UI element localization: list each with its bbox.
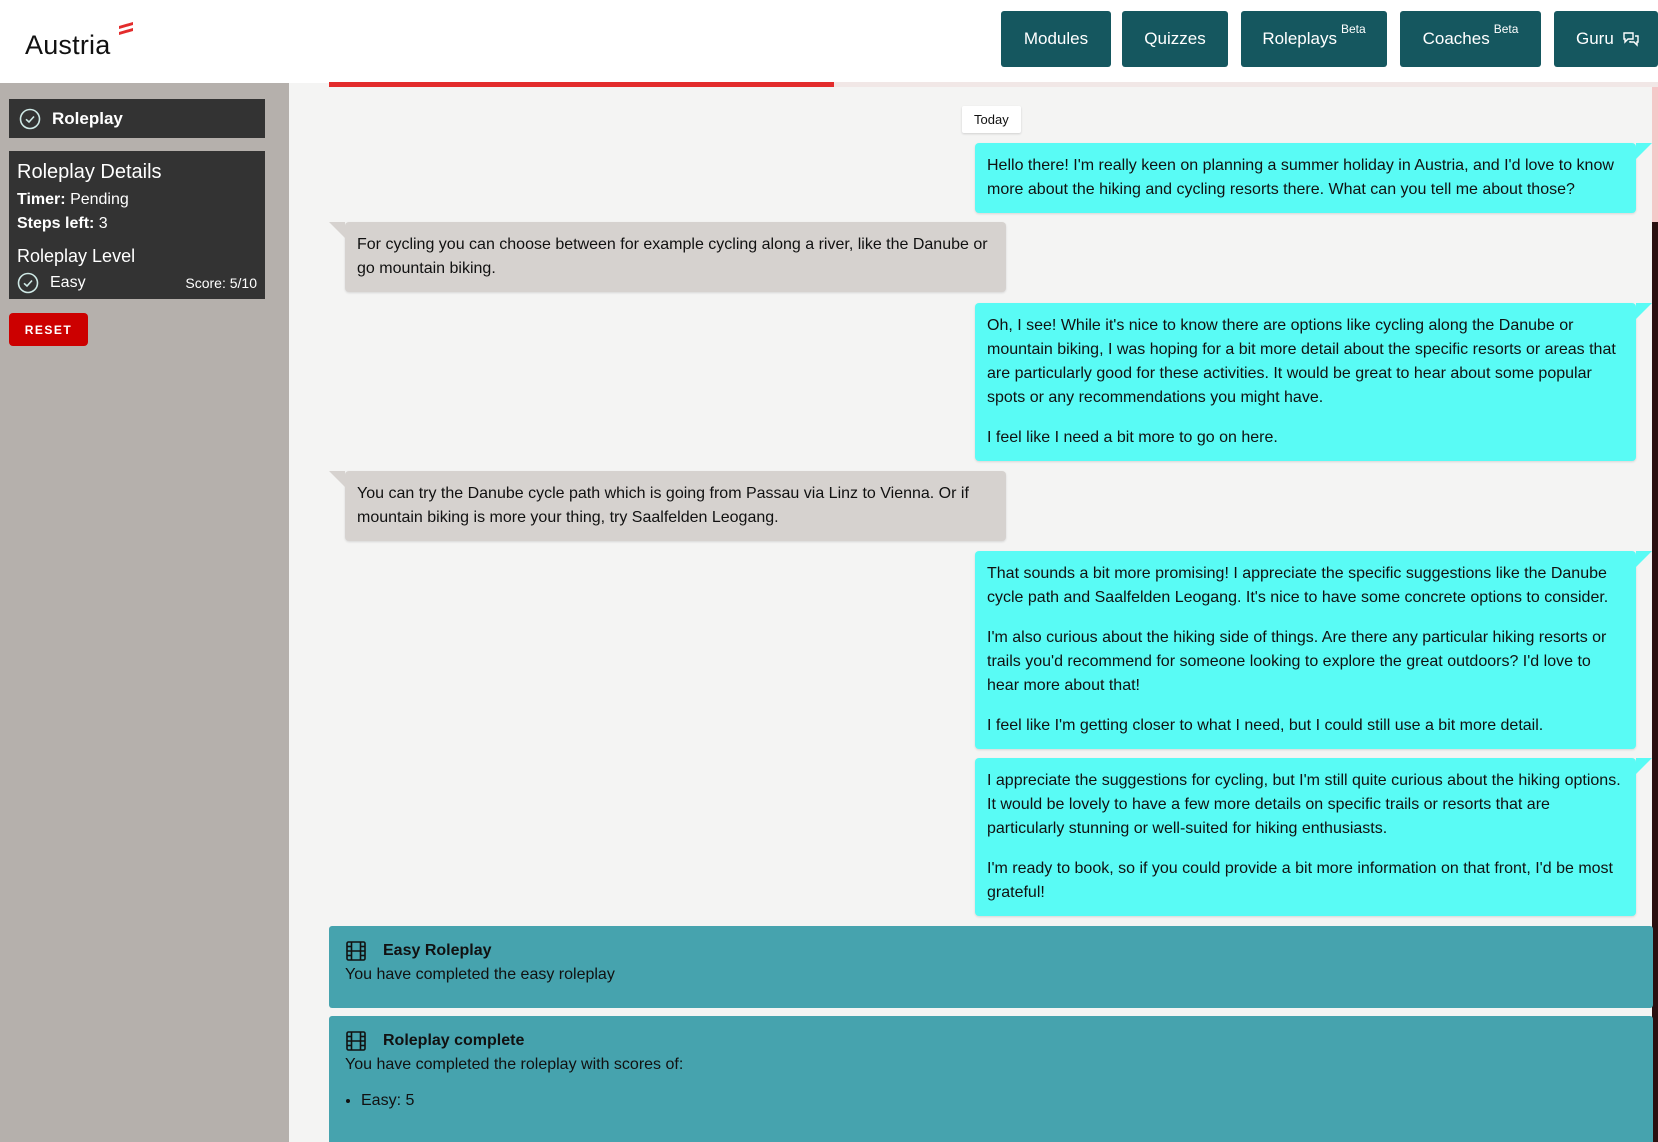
nav-roleplays-label: Roleplays xyxy=(1262,29,1337,48)
nav-guru-button[interactable] xyxy=(1554,11,1658,67)
film-icon xyxy=(345,1030,367,1052)
details-title: Roleplay Details xyxy=(17,161,162,183)
message-text: I feel like I'm getting closer to what I need, but I could still use a bit more detail. xyxy=(987,717,1544,734)
roleplay-details-panel xyxy=(9,151,265,299)
roleplay-complete-notice xyxy=(329,1016,1653,1142)
nav-quizzes-label: Quizzes xyxy=(1144,29,1206,48)
steps-value: 3 xyxy=(98,215,108,232)
notice-text: You have completed the roleplay with scores of: xyxy=(345,1056,684,1073)
steps-row xyxy=(17,212,257,236)
timer-value: Pending xyxy=(70,191,129,208)
sidebar-item-roleplay[interactable] xyxy=(9,99,265,138)
notice-title-text: Roleplay complete xyxy=(383,1032,525,1049)
top-header xyxy=(0,0,1658,83)
sidebar xyxy=(0,83,289,1142)
user-message xyxy=(975,758,1636,916)
score-list xyxy=(345,1092,1637,1110)
score-list-item: • Easy: 5 xyxy=(361,1092,1637,1110)
easy-roleplay-notice xyxy=(329,926,1653,1008)
check-circle-icon xyxy=(19,108,41,130)
notice-title xyxy=(345,940,1637,962)
message-text: I'm ready to book, so if you could provide a bit more information on that front, I'd be most grateful! xyxy=(987,860,1613,901)
notice-title xyxy=(345,1030,1637,1052)
nav-roleplays-button[interactable] xyxy=(1241,11,1387,67)
message-text: Hello there! I'm really keen on planning a summer holiday in Austria, and I'd love to know more about the hiking and cycling resorts there. What can you tell me about those? xyxy=(987,157,1614,198)
austria-logo[interactable] xyxy=(25,22,135,62)
score-text: Score: 5/10 xyxy=(185,275,257,291)
logo-text: Austria xyxy=(25,30,111,60)
notice-text: You have completed the easy roleplay xyxy=(345,966,615,983)
notice-title-text: Easy Roleplay xyxy=(383,942,492,959)
nav-coaches-label: Coaches xyxy=(1422,29,1490,48)
message-text: I'm also curious about the hiking side of things. Are there any particular hiking resorts or trails you'd recommend for someone looking to explore the great outdoors? I'd love to hear more about that! xyxy=(987,629,1607,694)
nav-quizzes-button[interactable] xyxy=(1122,11,1228,67)
check-circle-icon xyxy=(17,272,39,294)
chat-bubbles-icon xyxy=(1622,30,1640,48)
sidebar-item-label: Roleplay xyxy=(52,108,123,128)
date-separator: Today xyxy=(962,106,1021,133)
nav-modules-label: Modules xyxy=(1023,29,1089,48)
user-message xyxy=(975,551,1636,749)
timer-label: Timer: xyxy=(17,191,66,208)
bot-message xyxy=(345,222,1006,292)
beta-badge: Beta xyxy=(1493,22,1519,36)
timer-row xyxy=(17,188,257,212)
message-text: You can try the Danube cycle path which is going from Passau via Linz to Vienna. Or if mountain biking is more your thing, try Saalfelden Leogang. xyxy=(357,485,969,526)
beta-badge: Beta xyxy=(1340,22,1366,36)
message-text: That sounds a bit more promising! I appreciate the specific suggestions like the Danube cycle path and Saalfelden Leogang. It's nice to have some concrete options to consider. xyxy=(987,565,1609,606)
user-message xyxy=(975,303,1636,461)
bot-message xyxy=(345,471,1006,541)
reset-button[interactable]: RESET xyxy=(9,313,88,346)
message-text: Oh, I see! While it's nice to know there are options like cycling along the Danube or mountain biking, I was hoping for a bit more detail about the specific resorts or areas that are particularly good for these activities. It would be great to hear about some popular spots or any recommendations you might have. xyxy=(987,317,1616,406)
nav-coaches-button[interactable] xyxy=(1400,11,1541,67)
level-row xyxy=(17,272,257,294)
nav-modules-button[interactable] xyxy=(1001,11,1111,67)
message-text: I appreciate the suggestions for cycling, but I'm still quite curious about the hiking options. It would be lovely to have a few more details on specific trails or resorts that are particularly stunning or well-suited for hiking enthusiasts. xyxy=(987,772,1621,837)
nav-guru-label: Guru xyxy=(1576,29,1614,48)
message-text: I feel like I need a bit more to go on here. xyxy=(987,429,1278,446)
logo-stripes-icon xyxy=(95,22,135,42)
user-message xyxy=(975,143,1636,213)
scrollbar-track xyxy=(1652,87,1658,222)
film-icon xyxy=(345,940,367,962)
message-text: For cycling you can choose between for example cycling along a river, like the Danube or go mountain biking. xyxy=(357,236,988,277)
level-name: Easy xyxy=(50,274,86,291)
steps-label: Steps left: xyxy=(17,215,95,232)
level-title: Roleplay Level xyxy=(17,246,136,266)
